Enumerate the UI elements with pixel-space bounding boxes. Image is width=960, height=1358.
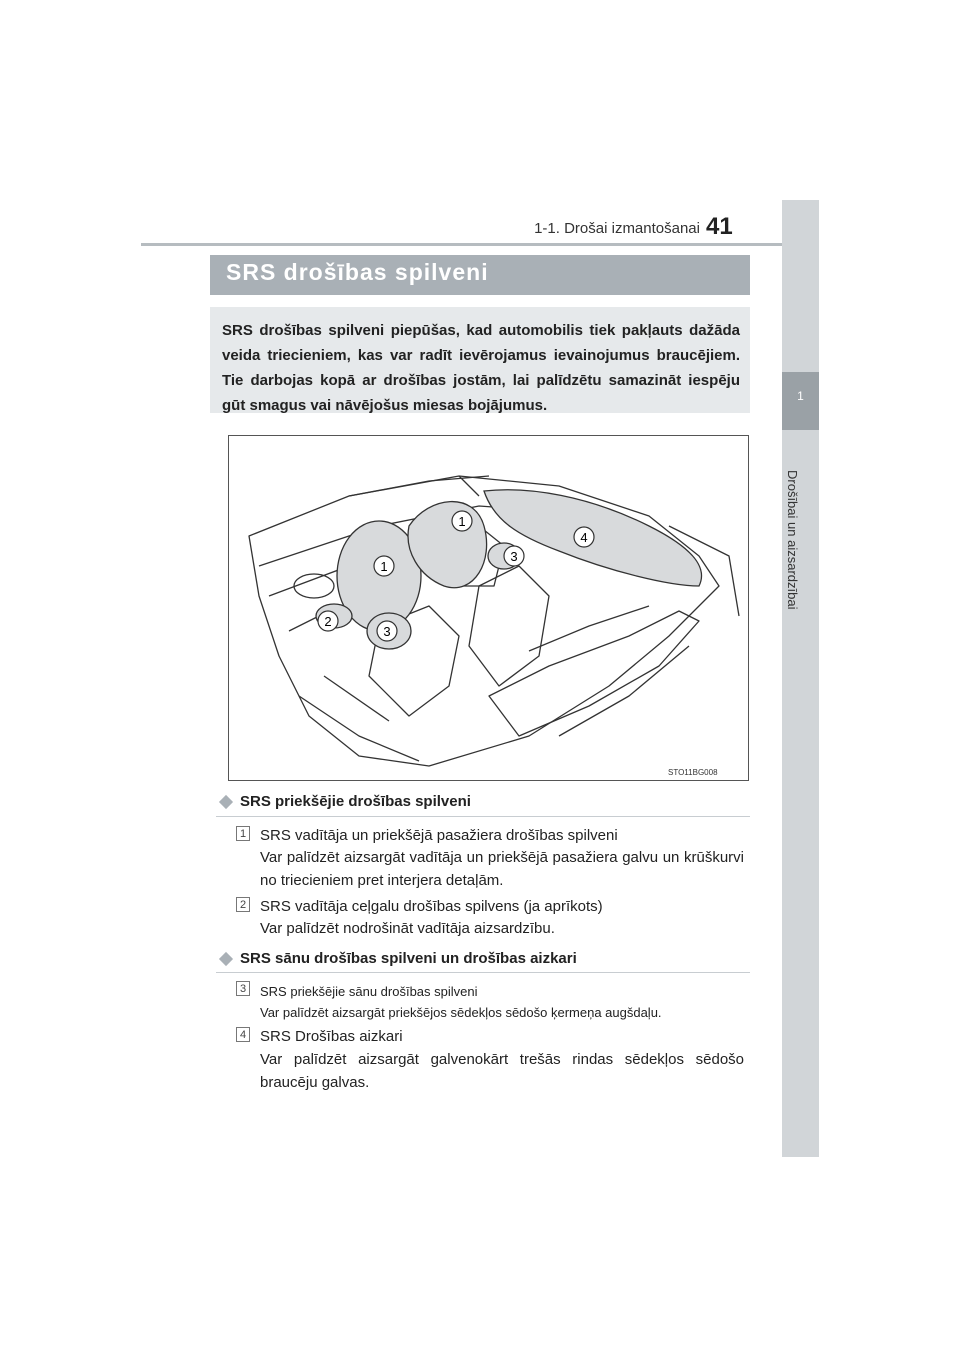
item-title: SRS vadītāja un priekšējā pasažiera drošības spilveni — [260, 827, 618, 844]
callout-3-passenger-side — [504, 546, 524, 566]
rear-seat — [489, 611, 699, 736]
callout-4-curtain — [574, 527, 594, 547]
airbag-illustration — [228, 435, 749, 781]
header-divider — [141, 243, 819, 246]
page-number: 41 — [706, 213, 733, 240]
intro-text: SRS drošības spilveni piepūšas, kad automobilis tiek pakļauts dažāda veida triecieniem, kas var radīt ievērojamus ievainojumus braucējiem. Tie darbojas kopā ar drošības jostām, lai palīdzētu samazināt iespēju gūt smagus vai nāvējošus miesas bojājumus. — [222, 322, 740, 414]
figure-code: STO11BG008 — [668, 768, 718, 777]
callout-1-passenger — [452, 511, 472, 531]
diamond-bullet-icon — [219, 795, 233, 809]
callout-3-driver-side — [377, 621, 397, 641]
item-title: SRS vadītāja ceļgalu drošības spilvens (ja aprīkots) — [260, 898, 603, 915]
item-number-badge: 1 — [236, 826, 250, 841]
diamond-bullet-icon — [219, 952, 233, 966]
item-number-badge: 3 — [236, 981, 250, 996]
chapter-number: 1 — [797, 389, 804, 403]
svg-text:3: 3 — [510, 549, 518, 564]
item-description: Var palīdzēt nodrošināt vadītāja aizsardzību. — [260, 920, 555, 937]
section-title: SRS drošības spilveni — [226, 259, 489, 285]
subsection-divider — [216, 972, 750, 973]
svg-text:3: 3 — [383, 624, 391, 639]
callout-2-knee — [318, 611, 338, 631]
car-interior-drawing — [229, 436, 748, 780]
chapter-label: Drošībai un aizsardzībai — [785, 470, 800, 610]
svg-text:1: 1 — [380, 559, 388, 574]
item-number-badge: 2 — [236, 897, 250, 912]
svg-text:2: 2 — [324, 614, 332, 629]
svg-text:1: 1 — [458, 514, 466, 529]
callout-1-driver — [374, 556, 394, 576]
item-description: Var palīdzēt aizsargāt galvenokārt trešās rindas sēdekļos sēdošo braucēju galvas. — [260, 1051, 744, 1091]
chapter-side-tab — [782, 200, 819, 1157]
header-section-title: 1-1. Drošai izmantošanai — [534, 220, 700, 237]
item-title: SRS Drošības aizkari — [260, 1028, 403, 1045]
svg-text:4: 4 — [580, 530, 588, 545]
passenger-seat — [469, 566, 549, 686]
item-description: Var palīdzēt aizsargāt vadītāja un priekšējā pasažiera galvu un krūškurvi no triecieniem pret interjera detaļām. — [260, 849, 744, 889]
subsection-heading-front: SRS priekšējie drošības spilveni — [240, 793, 471, 810]
item-title: SRS priekšējie sānu drošības spilveni — [260, 984, 478, 999]
subsection-divider — [216, 816, 750, 817]
item-description: Var palīdzēt aizsargāt priekšējos sēdekļos sēdošo ķermeņa augšdaļu. — [260, 1005, 662, 1020]
subsection-heading-side: SRS sānu drošības spilveni un drošības aizkari — [240, 950, 577, 967]
item-number-badge: 4 — [236, 1027, 250, 1042]
